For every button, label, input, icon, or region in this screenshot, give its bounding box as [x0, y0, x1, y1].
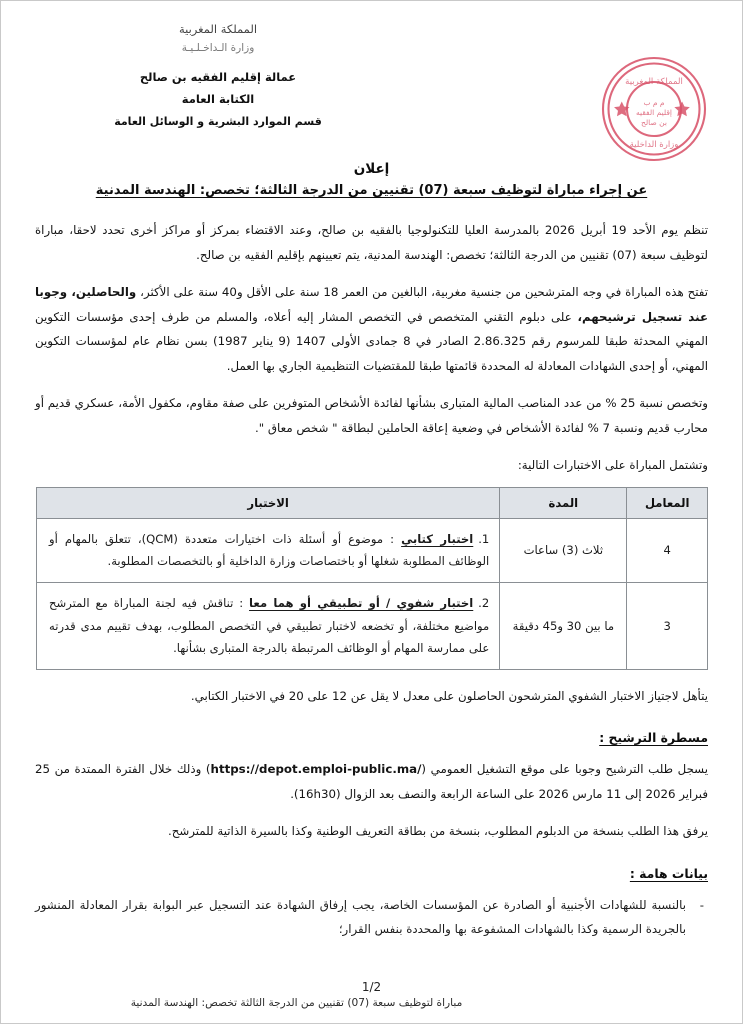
table-header-row [37, 487, 708, 518]
ministry-identity [53, 15, 383, 132]
organization-block [53, 66, 383, 132]
registration-part-1: يسجل طلب الترشيح وجوبا على موقع التشغيل العمومي ( [421, 762, 708, 777]
registration-part-2: ) وذلك خلال الفترة الممتدة من 25 فبراير 2026 إلى 11 مارس 2026 على الساعة الرابعة والنصف بعد الزوال (16h30). [35, 762, 708, 801]
secretariat-label: الكتابة العامة [181, 92, 255, 107]
exam-description-text: : موضوع أو أسئلة ذات اختيارات متعددة (QCM)، تتعلق بالمهام أو الوظائف المطلوبة شغلها أو باختصاصات وزارة الداخلية أو بالتخصصات المطلوبة. [49, 531, 490, 569]
eligibility-part-2: على دبلوم التقني المتخصص في التخصص المشار إليه أعلاه، والمسلم من طرف إحدى مؤسسات التكوين المهني المحدثة طبقا للمرسوم رقم 2.86.325 الصادر في 8 جمادى الأولى 1407 (9 يناير 1987) بسن نظام عام لمؤسسات التكوين المهني، أو إحدى الشهادات المعادلة له المحددة قائمتها طبقا للمقتضيات التنظيمية الجاري بها العمل. [35, 309, 709, 373]
row-number: 2. [478, 595, 490, 610]
paragraph-quotas: وتخصص نسبة 25 % من عدد المناصب المالية المتبارى بشأنها لفائدة الأشخاص المتوفرين على صفة مقاوم، مكفول الأمة، عسكري قديم أو محارب قديم ونسبة 7 % لفائدة الأشخاص في وضعية إعاقة الحاملين لبطاقة " شخص معاق ". [35, 396, 708, 435]
svg-text:المملكة المغربية: المملكة المغربية [625, 77, 683, 87]
cell-exam-description [37, 582, 500, 669]
portal-url-link[interactable]: https://depot.emploi-public.ma/ [210, 762, 422, 777]
paragraph-registration [35, 757, 708, 806]
kingdom-label: المملكة المغربية [178, 22, 258, 36]
tests-table [36, 487, 708, 670]
exam-description-text: : تناقش فيه لجنة المباراة مع المترشح مواضيع مختلفة، أو تخضعه لاختبار تطبيقي في التخصص المطلوب، بهدف تقييم مدى قدرته على ممارسة المهام أو الوظائف المرتبطة بالدرجة المتبارى بشأنها. [49, 595, 490, 656]
cell-exam-description [37, 518, 500, 582]
svg-text:إقليم الفقيه: إقليم الفقيه [635, 108, 673, 117]
important-notes-list [35, 893, 708, 942]
eligibility-emphasis: والحاصلين، وجوبا عند تسجيل ترشيحهم، [35, 285, 709, 324]
table-row [37, 582, 708, 669]
exam-type-label: اختبار شفوي / أو تطبيقي أو هما معا [249, 595, 474, 610]
cell-duration: ما بين 30 و45 دقيقة [500, 582, 627, 669]
page-title: إعلان [353, 161, 390, 177]
paragraph-announcement: تنظم يوم الأحد 19 أبريل 2026 بالمدرسة العليا للتكنولوجيا بالفقيه بن صالح، وعند الاقتضاء بمركز أو مراكز أخرى تحدد لاحقا، مباراة لتوظيف سبعة (07) تقنيين من الدرجة الثالثة؛ تخصص: الهندسة المدنية، يتم تعيينهم بإقليم الفقيه بن صالح. [35, 223, 708, 262]
header-duration: المدة [500, 487, 627, 518]
paragraph-eligibility [35, 280, 708, 378]
page-number: 1/2 [361, 980, 382, 994]
document-footer [35, 980, 708, 1009]
section-heading-application: مسطرة الترشيح : [599, 730, 708, 746]
exam-type-label: اختبار كتابي [401, 531, 474, 546]
page-subtitle: عن إجراء مباراة لتوظيف سبعة (07) تقنيين من الدرجة الثالثة؛ تخصص: الهندسة المدنية [95, 183, 648, 198]
official-stamp-seal [595, 53, 713, 165]
cell-coefficient: 4 [627, 518, 708, 582]
cell-duration: ثلاث (3) ساعات [500, 518, 627, 582]
document-header [35, 15, 708, 157]
paragraph-required-documents: يرفق هذا الطلب بنسخة من الدبلوم المطلوب، بنسخة من بطاقة التعريف الوطنية وكذا بالسيرة الذاتية للمترشح. [167, 824, 708, 839]
cell-coefficient: 3 [627, 582, 708, 669]
paragraph-tests-intro: وتشتمل المباراة على الاختبارات التالية: [517, 458, 708, 473]
section-heading-important: بيانات هامة : [629, 865, 708, 881]
eligibility-part-1: تفتح هذه المباراة في وجه المترشحين من جنسية مغربية، البالغين من العمر 18 سنة على الأقل و40 سنة على الأكثر، [136, 285, 709, 300]
table-row [37, 518, 708, 582]
svg-text:بن صالح: بن صالح [641, 118, 667, 127]
ministry-label: وزارة الـداخـلـيـة [181, 42, 255, 55]
svg-text:وزارة الداخلية: وزارة الداخلية [629, 140, 679, 150]
department-label: قسم الموارد البشرية و الوسائل العامة [114, 114, 322, 128]
footer-caption: مباراة لتوظيف سبعة (07) تقنيين من الدرجة الثالثة تخصص: الهندسة المدنية [130, 997, 463, 1009]
header-coefficient: المعامل [627, 487, 708, 518]
row-number: 1. [478, 531, 490, 546]
header-exam: الاختبار [37, 487, 500, 518]
svg-text:م م ب: م م ب [643, 98, 665, 107]
list-item: - بالنسبة للشهادات الأجنبية أو الصادرة عن المؤسسات الخاصة، يجب إرفاق الشهادة عند التسجيل عبر البوابة بقرار المعادلة المنشور بالجريدة الرسمية وكذا بالشهادات المشفوعة بها والمحددة بنفس القرار؛ [35, 893, 708, 942]
paragraph-oral-qualification: يتأهل لاجتياز الاختبار الشفوي المترشحون الحاصلون على معدل لا يقل عن 12 على 20 في الاختبار الكتابي. [190, 688, 708, 703]
province-label: عمالة إقليم الفقيه بن صالح [139, 70, 297, 85]
